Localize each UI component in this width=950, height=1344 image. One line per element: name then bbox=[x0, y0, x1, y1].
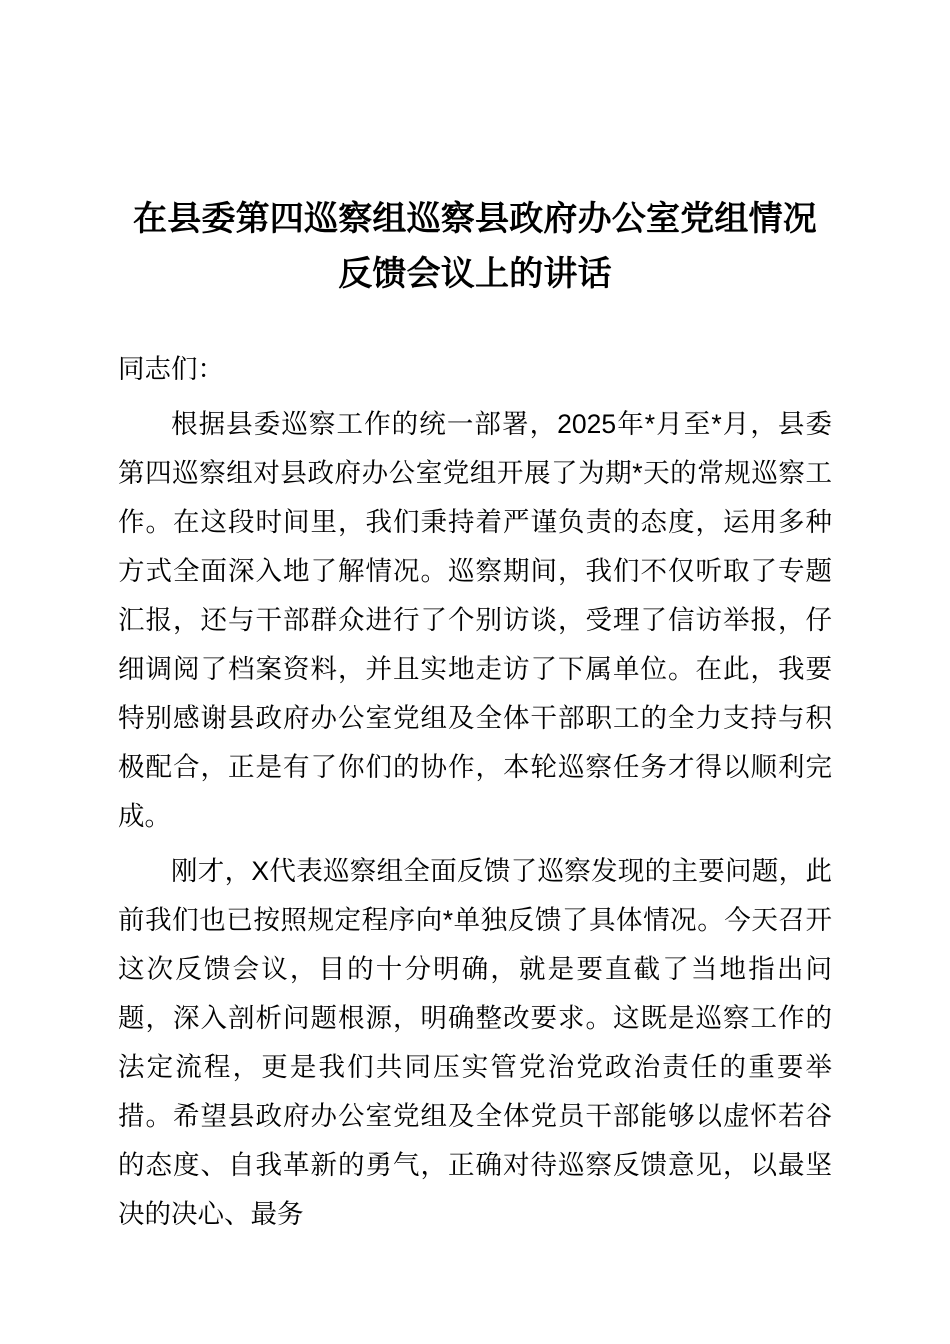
document-content bbox=[118, 0, 832, 1239]
page-title: 在县委第四巡察组巡察县政府办公室党组情况反馈会议上的讲话 bbox=[133, 201, 817, 293]
body-paragraph-2: 刚才，X代表巡察组全面反馈了巡察发现的主要问题，此前我们也已按照规定程序向*单独反馈了具体情况。今天召开这次反馈会议，目的十分明确，就是要直截了当地指出问题，深入剖析问题根源，明确整改要求。这既是巡察工作的法定流程，更是我们共同压实管党治党政治责任的重要举措。希望县政府办公室党组及全体党员干部能够以虚怀若谷的态度、自我革新的勇气，正确对待巡察反馈意见，以最坚决的决心、最务 bbox=[118, 856, 832, 1229]
salutation: 同志们： bbox=[118, 354, 224, 384]
body-paragraph-1: 根据县委巡察工作的统一部署，2025年*月至*月，县委第四巡察组对县政府办公室党组开展了为期*天的常规巡察工作。在这段时间里，我们秉持着严谨负责的态度，运用多种方式全面深入地了解情况。巡察期间，我们不仅听取了专题汇报，还与干部群众进行了个别访谈，受理了信访举报，仔细调阅了档案资料，并且实地走访了下属单位。在此，我要特别感谢县政府办公室党组及全体干部职工的全力支持与积极配合，正是有了你们的协作，本轮巡察任务才得以顺利完成。 bbox=[118, 409, 832, 831]
